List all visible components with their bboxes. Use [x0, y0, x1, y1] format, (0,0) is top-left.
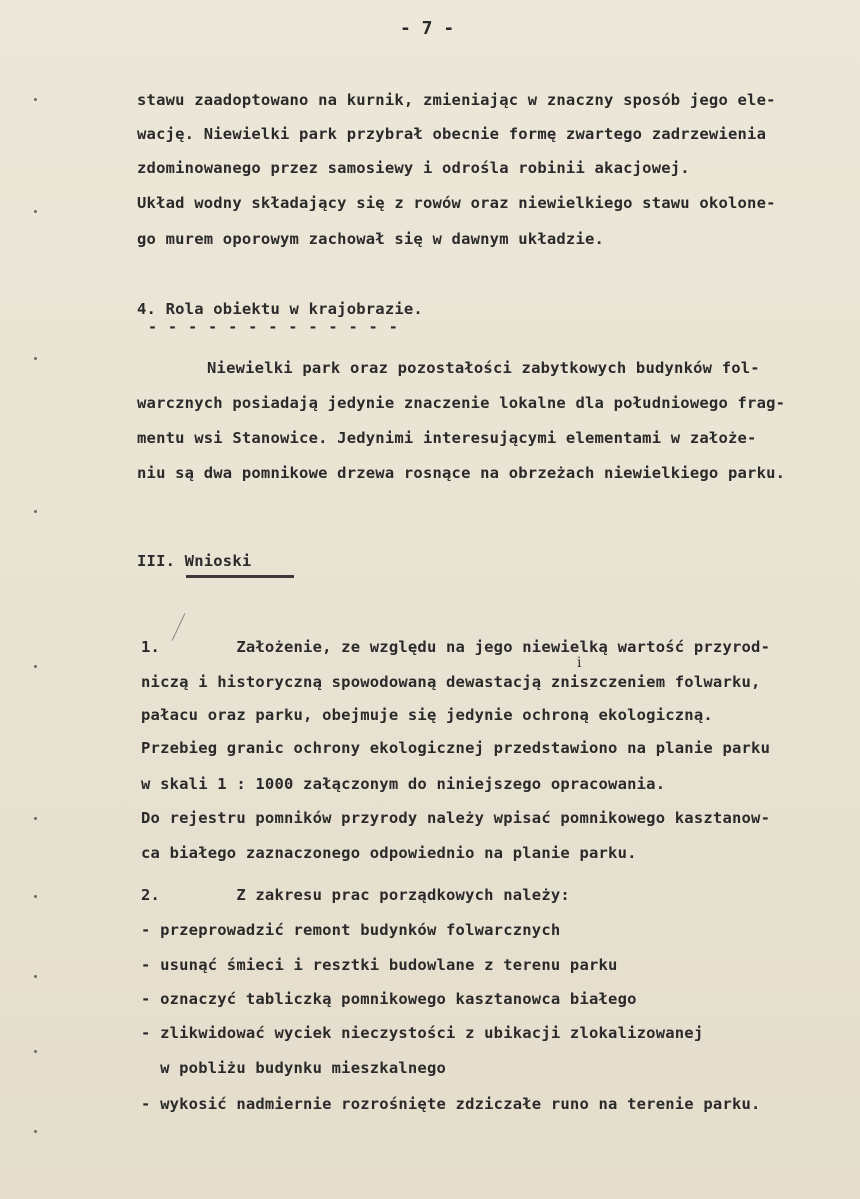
margin-mark — [34, 975, 37, 978]
text-line: niczą i historyczną spowodowaną dewastacją zniszczeniem folwarku, — [141, 673, 761, 691]
text-line: 2. Z zakresu prac porządkowych należy: — [141, 886, 570, 904]
margin-mark — [34, 510, 37, 513]
list-item: - wykosić nadmiernie rozrośnięte zdziczałe runo na terenie parku. — [141, 1095, 761, 1113]
text-line: pałacu oraz parku, obejmuje się jedynie ochroną ekologiczną. — [141, 706, 713, 724]
margin-mark — [34, 98, 37, 101]
text-line: Przebieg granic ochrony ekologicznej przedstawiono na planie parku — [141, 739, 771, 757]
list-item: - przeprowadzić remont budynków folwarcznych — [141, 921, 561, 939]
margin-mark — [34, 895, 37, 898]
text-line: go murem oporowym zachował się w dawnym układzie. — [137, 230, 605, 248]
text-line: Układ wodny składający się z rowów oraz niewielkiego stawu okolone- — [137, 194, 776, 212]
text-line: mentu wsi Stanowice. Jedynimi interesującymi elementami w założe- — [137, 429, 757, 447]
section-heading: 4. Rola obiektu w krajobrazie. — [137, 300, 423, 318]
margin-mark — [34, 665, 37, 668]
section-heading-conclusions: III. Wnioski — [137, 552, 252, 570]
text-line: stawu zaadoptowano na kurnik, zmieniając w znaczny sposób jego ele- — [137, 91, 776, 109]
heading-underline-dashes: - - - - - - - - - - - - - — [148, 318, 399, 336]
handwritten-insert: i — [577, 655, 582, 671]
margin-mark — [34, 357, 37, 360]
text-line: niu są dwa pomnikowe drzewa rosnące na obrzeżach niewielkiego parku. — [137, 464, 786, 482]
margin-mark — [34, 1050, 37, 1053]
margin-mark — [34, 1130, 37, 1133]
page-number: - 7 - — [400, 18, 455, 39]
text-line: Do rejestru pomników przyrody należy wpisać pomnikowego kasztanow- — [141, 809, 771, 827]
heading-underline — [186, 575, 294, 578]
text-line: 1. Założenie, ze względu na jego niewielką wartość przyrod- — [141, 638, 771, 656]
text-line: zdominowanego przez samosiewy i odrośla robinii akacjowej. — [137, 159, 690, 177]
margin-mark — [34, 817, 37, 820]
text-line: warcznych posiadają jedynie znaczenie lokalne dla południowego frag- — [137, 394, 786, 412]
text-line: w skali 1 : 1000 załączonym do niniejszego opracowania. — [141, 775, 666, 793]
margin-mark — [34, 210, 37, 213]
list-item: - oznaczyć tabliczką pomnikowego kasztanowca białego — [141, 990, 637, 1008]
text-line: wację. Niewielki park przybrał obecnie formę zwartego zadrzewienia — [137, 125, 767, 143]
text-line: Niewielki park oraz pozostałości zabytkowych budynków fol- — [207, 359, 760, 377]
list-item: - usunąć śmieci i resztki budowlane z terenu parku — [141, 956, 618, 974]
list-item-continuation: w pobliżu budynku mieszkalnego — [141, 1059, 447, 1077]
list-item: - zlikwidować wyciek nieczystości z ubikacji zlokalizowanej — [141, 1024, 704, 1042]
text-line: ca białego zaznaczonego odpowiednio na planie parku. — [141, 844, 637, 862]
